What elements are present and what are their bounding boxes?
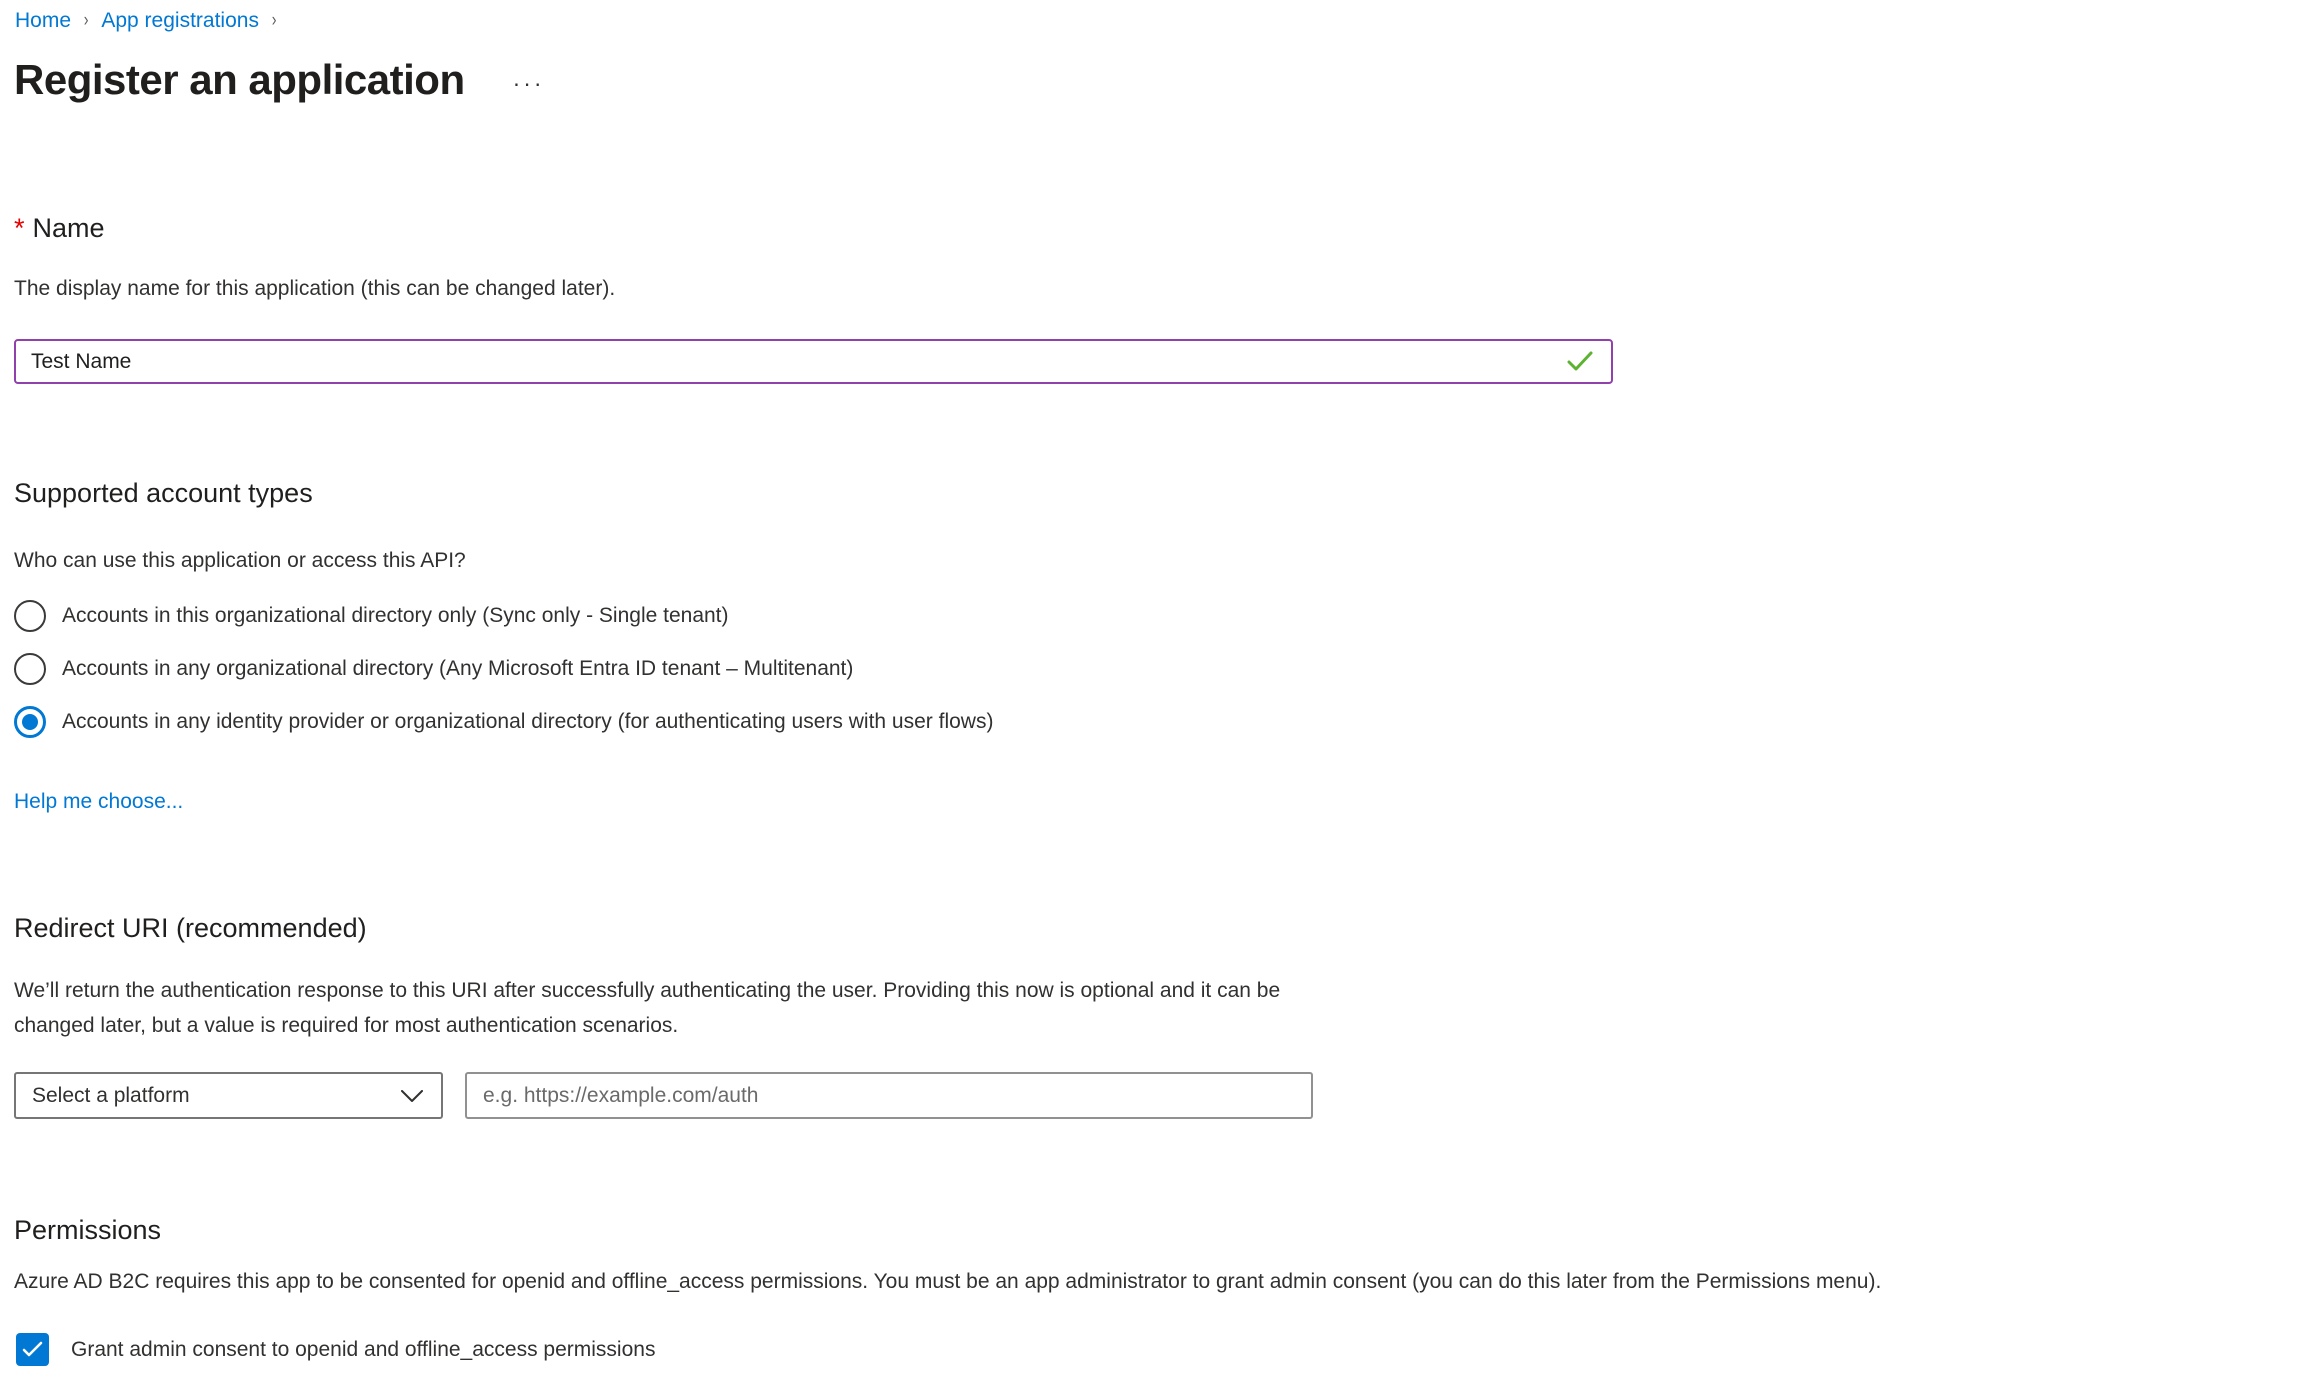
page-title: Register an application: [14, 56, 465, 103]
account-types-question: Who can use this application or access this API?: [14, 549, 466, 572]
radio-single-tenant-label: Accounts in this organizational directory only (Sync only - Single tenant): [62, 603, 729, 627]
platform-select-value: Select a platform: [32, 1083, 190, 1107]
radio-selected-icon[interactable]: [14, 706, 46, 738]
platform-select-dropdown[interactable]: [14, 1072, 443, 1119]
radio-unselected-icon[interactable]: [14, 600, 46, 632]
breadcrumb-app-registrations-link[interactable]: App registrations: [101, 9, 259, 32]
radio-any-identity-provider[interactable]: [14, 705, 993, 738]
redirect-uri-description-line2: changed later, but a value is required for most authentication scenarios.: [14, 1014, 679, 1037]
redirect-uri-input[interactable]: [465, 1072, 1313, 1119]
radio-dot: [22, 714, 38, 730]
chevron-down-icon: [401, 1090, 423, 1102]
redirect-uri-heading: Redirect URI (recommended): [14, 913, 367, 943]
redirect-uri-description: [14, 973, 1614, 1043]
name-field-description: The display name for this application (this can be changed later).: [14, 277, 616, 300]
checkmark-icon: [22, 1341, 43, 1358]
radio-single-tenant[interactable]: [14, 599, 993, 632]
grant-admin-consent-label: Grant admin consent to openid and offline_access permissions: [71, 1337, 656, 1361]
checkbox-checked-icon[interactable]: [16, 1333, 49, 1366]
permissions-heading: Permissions: [14, 1215, 162, 1245]
required-asterisk: *: [14, 213, 25, 243]
radio-any-identity-provider-label: Accounts in any identity provider or organizational directory (for authenticating users with user flows): [62, 709, 994, 733]
more-commands-icon[interactable]: ···: [512, 69, 545, 96]
name-label-text: Name: [32, 213, 105, 243]
supported-account-types-heading: Supported account types: [14, 478, 313, 508]
name-input[interactable]: [14, 339, 1613, 384]
name-field-label: [14, 213, 105, 244]
permissions-description: Azure AD B2C requires this app to be consented for openid and offline_access permissions. You must be an app administrator to grant admin consent (you can do this later from the Permissions menu).: [14, 1270, 1882, 1293]
grant-admin-consent-checkbox-row[interactable]: [16, 1333, 655, 1366]
help-me-choose-link[interactable]: Help me choose...: [14, 790, 184, 813]
breadcrumb-chevron-icon: ›: [83, 10, 89, 31]
redirect-uri-description-line1: We’ll return the authentication response to this URI after successfully authenticating the user. Providing this now is optional and it can be: [14, 979, 1281, 1002]
radio-unselected-icon[interactable]: [14, 653, 46, 685]
name-input-container: [14, 339, 1613, 384]
radio-multitenant-label: Accounts in any organizational directory (Any Microsoft Entra ID tenant – Multitenant): [62, 656, 854, 680]
account-type-radio-group: [14, 599, 993, 758]
radio-multitenant[interactable]: [14, 652, 993, 685]
breadcrumb-chevron-icon: ›: [271, 10, 277, 31]
page-header: [14, 56, 545, 104]
breadcrumb-home-link[interactable]: Home: [15, 9, 72, 32]
redirect-uri-controls: [14, 1072, 1313, 1119]
breadcrumb: [15, 9, 279, 33]
